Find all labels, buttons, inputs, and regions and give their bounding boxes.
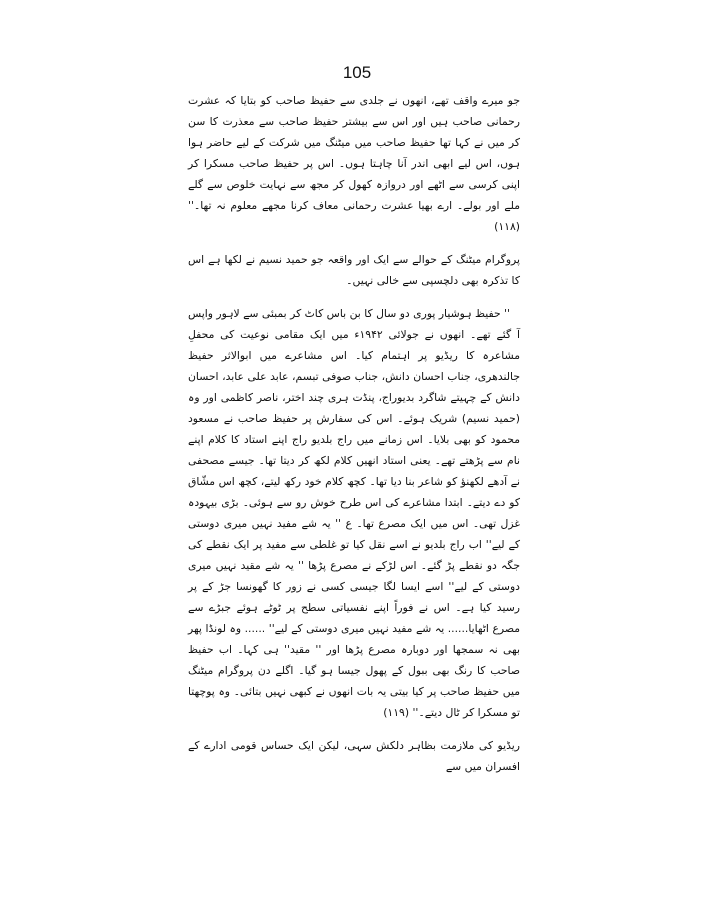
paragraph: ریڈیو کی ملازمت بظاہر دلکش سہی، لیکن ایک حساس قومی ادارے کے افسران میں سے (188, 739, 520, 773)
page-number: 105 (342, 63, 372, 82)
body-text (188, 90, 520, 777)
quoted-paragraph: '' حفیظ ہوشیار پوری دو سال کا بن باس کاٹ کر بمبئی سے لاہور واپس آ گئے تھے۔ انھوں نے جولائی ۱۹۴۲ء میں ایک مقامی نوعیت کی محفلِ مشاعرہ کا ریڈیو پر اہتمام کیا۔ اس مشاعرے میں ابوالاثر حفیظ جالندھری، جناب احسان دانش، جناب صوفی تبسم، عابد علی عابد، احسان دانش کے چہیتے شاگرد بدیوراج، پنڈت ہری چند اختر، ناصر کاظمی اور وہ (حمید نسیم) شریک ہوئے۔ اس کی سفارش پر حفیظ صاحب نے مسعود محمود کو بھی بلایا۔ اس زمانے میں راج بلدیو راج اپنے استاد کا کلام اپنے نام سے پڑھتے تھے۔ یعنی استاد انھیں کلام لکھ کر دیتا تھا۔ جیسے مصحفی نے آدھے لکھنؤ کو شاعر بنا دیا تھا۔ کچھ کلام خود رکھ لیتے، کچھ اس مشّاق کو دے دیتے۔ ابتدا مشاعرے کی اس طرح خوش رو سے ہوئی۔ بڑی بیہودہ غزل تھی۔ اس میں ایک مصرع تھا۔ ع '' یہ شے مفید نہیں میری دوستی کے لیے'' اب راج بلدیو نے اسے نقل کیا تو غلطی سے مفید پر ایک نقطے کی جگہ دو نقطے پڑ گئے۔ اس لڑکے نے مصرع پڑھا '' یہ شے مقید نہیں میری دوستی کے لیے'' اسے ایسا لگا جیسی کسی نے زور کا گھونسا جڑ کے پر رسید کیا ہے۔ اس نے فوراً اپنے نفسیاتی سطح پر ٹوٹے ہوئے جبڑے سے مصرع اٹھایا...... یہ شے مفید نہیں میری دوستی کے لیے'' ...... وہ لونڈا پھر بھی نہ سمجھا اور دوبارہ مصرع پڑھا اور '' مقید'' ہی کہا۔ اب حفیظ صاحب کا رنگ بھی ببول کے پھول جیسا ہو گیا۔ اگلے دن پروگرام میٹنگ میں حفیظ صاحب پر کیا بیتی یہ بات انھوں نے کبھی نہیں بتائی۔ وہ پوچھتا تو مسکرا کر ٹال دیتے۔'' (۱۱۹) (187, 307, 520, 719)
paragraph: پروگرام میٹنگ کے حوالے سے ایک اور واقعہ جو حمید نسیم نے لکھا ہے اس کا تذکرہ بھی دلچسپی سے خالی نہیں۔ (188, 253, 520, 287)
paragraph: جو میرے واقف تھے، انھوں نے جلدی سے حفیظ صاحب کو بتایا کہ عشرت رحمانی صاحب ہیں اور اس سے بیشتر حفیظ صاحب سے معذرت کا سن کر میں نے کہا تھا حفیظ صاحب میں میٹنگ میں شرکت کے لیے حاضر ہوا ہوں، اس لیے ابھی اندر آنا چاہتا ہوں۔ اس پر حفیظ صاحب مسکرا کر اپنی کرسی سے اٹھے اور دروازہ کھول کر مجھ سے نہایت خلوص سے گلے ملے اور بولے۔ ارے بھیا عشرت رحمانی معاف کرنا مجھے معلوم نہ تھا۔'' (۱۱۸) (188, 94, 520, 233)
